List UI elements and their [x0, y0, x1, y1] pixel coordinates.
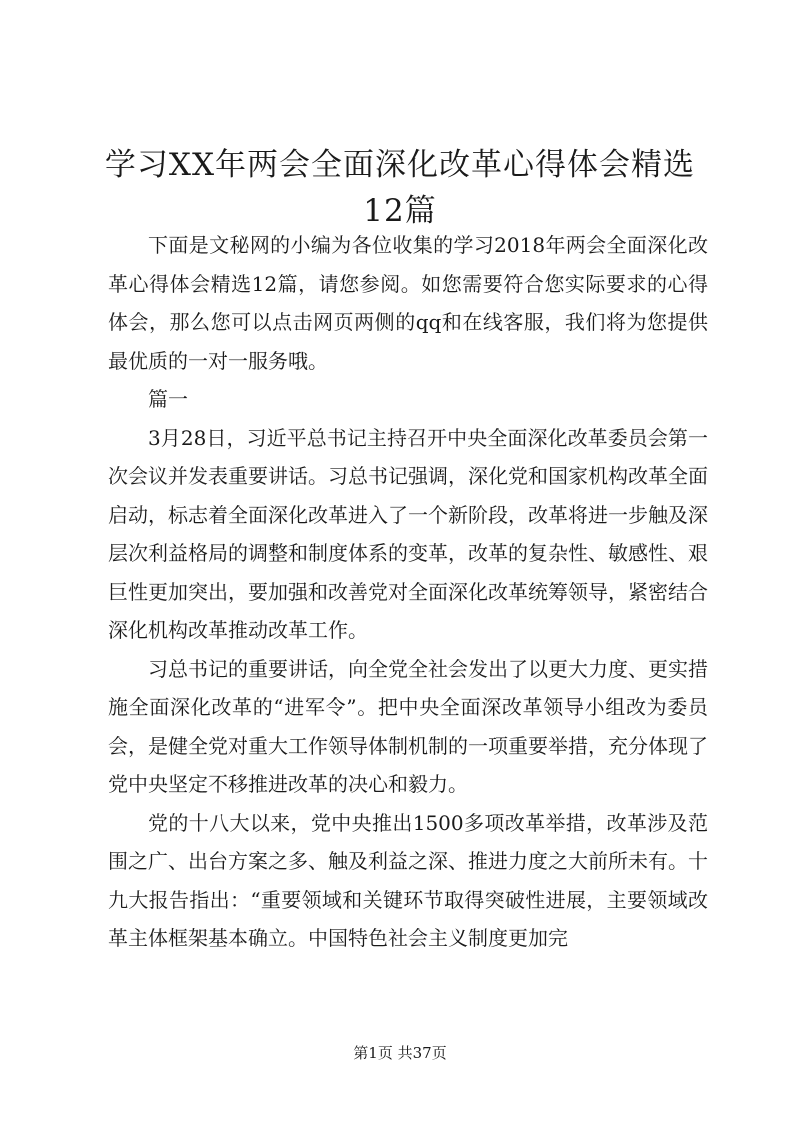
body-paragraph: 党的十八大以来，党中央推出1500多项改革举措，改革涉及范围之广、出台方案之多、触及利益之深、推进力度之大前所未有。十九大报告指出：“重要领域和关键环节取得突破性进展，主要领域改革主体框架基本确立。中国特色社会主义制度更加完	[108, 810, 708, 950]
section-heading: 篇一	[148, 387, 188, 411]
page-footer: 第1页 共37页	[353, 1044, 447, 1062]
document-title: 学习XX年两会全面深化改革心得体会精选12篇	[104, 147, 696, 229]
intro-paragraph: 下面是文秘网的小编为各位收集的学习2018年两会全面深化改革心得体会精选12篇，请您参阅。如您需要符合您实际要求的心得体会，那么您可以点击网页两侧的qq和在线客服，我们将为您提供最优质的一对一服务哦。	[108, 233, 708, 373]
body-paragraph: 3月28日，习近平总书记主持召开中央全面深化改革委员会第一次会议并发表重要讲话。习总书记强调，深化党和国家机构改革全面启动，标志着全面深化改革进入了一个新阶段，改革将进一步触及深层次利益格局的调整和制度体系的变革，改革的复杂性、敏感性、艰巨性更加突出，要加强和改善党对全面深化改革统筹领导，紧密结合深化机构改革推动改革工作。	[108, 425, 708, 642]
body-paragraph: 习总书记的重要讲话，向全党全社会发出了以更大力度、更实措施全面深化改革的“进军令”。把中央全面深改革领导小组改为委员会，是健全党对重大工作领导体制机制的一项重要举措，充分体现了党中央坚定不移推进改革的决心和毅力。	[108, 656, 708, 796]
document-body	[108, 226, 708, 958]
